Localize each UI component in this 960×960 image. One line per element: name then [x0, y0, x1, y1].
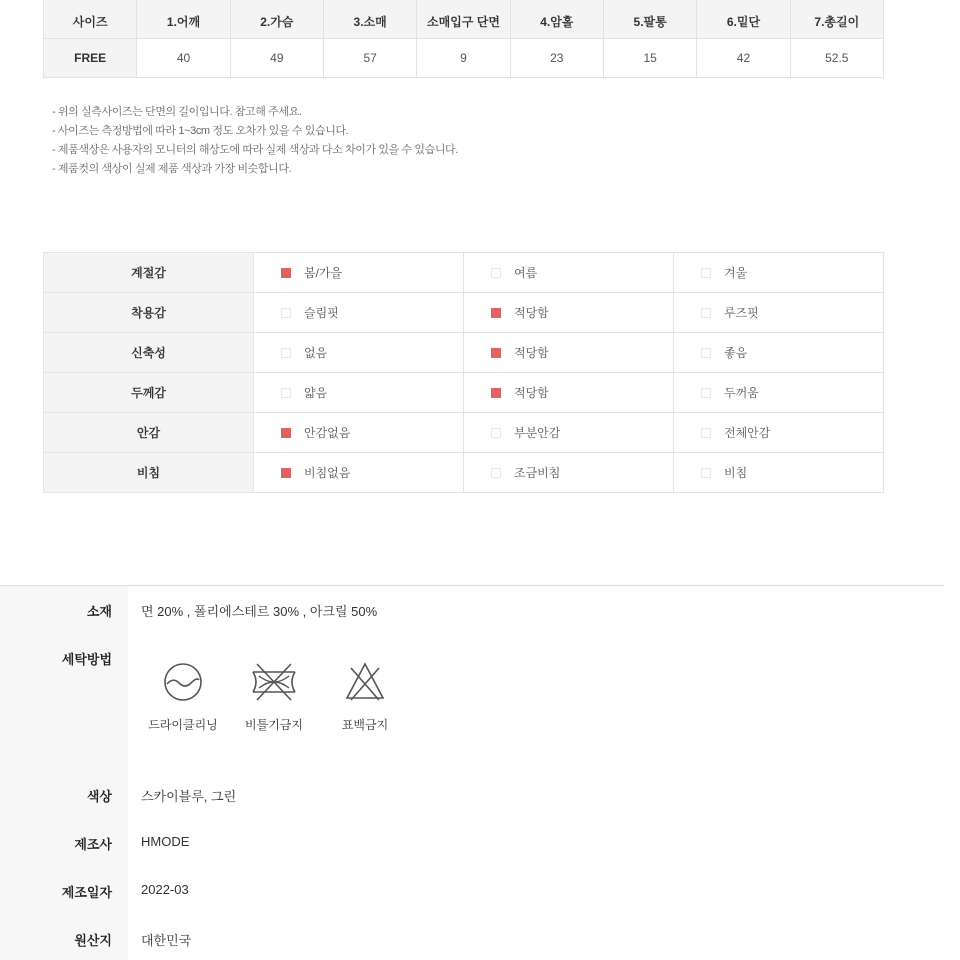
unchecked-box-icon: [701, 388, 711, 398]
date-label: 제조일자: [61, 885, 112, 900]
color-label: 색상: [86, 789, 112, 804]
fit-option-label: 적당함: [514, 306, 549, 320]
fit-option: [674, 253, 884, 293]
unchecked-box-icon: [701, 348, 711, 358]
fit-row: [44, 453, 884, 493]
size-value-cell: 15: [603, 39, 696, 78]
size-header-cell: 1.어깨: [137, 0, 230, 39]
fit-option: [464, 413, 674, 453]
size-value-cell: 42: [697, 39, 790, 78]
size-header-cell: 5.팔통: [603, 0, 696, 39]
size-table: [43, 0, 884, 78]
fit-option-label: 좋음: [724, 346, 748, 360]
unchecked-box-icon: [281, 388, 291, 398]
fit-row: [44, 413, 884, 453]
checked-box-icon: [281, 468, 291, 478]
no-bleach-icon: [343, 660, 387, 704]
size-value-cell: 9: [417, 39, 510, 78]
fit-option-label: 두꺼움: [724, 386, 759, 400]
fit-table: [43, 252, 884, 493]
size-header-cell: 4.암홀: [510, 0, 603, 39]
wash-label: 세탁방법: [61, 652, 112, 667]
size-header-cell: 3.소매: [323, 0, 416, 39]
fit-option: [674, 453, 884, 493]
fit-option-label: 적당함: [514, 346, 549, 360]
color-value: 스카이블루, 그린: [141, 789, 237, 804]
origin-label: 원산지: [74, 933, 112, 948]
size-value-cell: FREE: [44, 39, 137, 78]
origin-value: 대한민국: [141, 933, 192, 948]
note-line: - 제품색상은 사용자의 모니터의 해상도에 따라 실제 색상과 다소 차이가 있을 수 있습니다.: [52, 144, 458, 156]
checked-box-icon: [491, 308, 501, 318]
wash-caption: 표백금지: [341, 718, 389, 732]
fit-row-label: 신축성: [44, 333, 254, 373]
checked-box-icon: [281, 428, 291, 438]
unchecked-box-icon: [701, 468, 711, 478]
fit-row: [44, 253, 884, 293]
unchecked-box-icon: [491, 468, 501, 478]
size-header-cell: 2.가슴: [230, 0, 323, 39]
unchecked-box-icon: [281, 348, 291, 358]
fit-option: [674, 333, 884, 373]
fit-row-label: 비침: [44, 453, 254, 493]
fit-option-label: 루즈핏: [724, 306, 759, 320]
fit-row: [44, 293, 884, 333]
fit-row-label: 안감: [44, 413, 254, 453]
size-value-cell: 52.5: [790, 39, 883, 78]
unchecked-box-icon: [701, 308, 711, 318]
size-header-cell: 사이즈: [44, 0, 137, 39]
unchecked-box-icon: [701, 268, 711, 278]
fit-row-label: 착용감: [44, 293, 254, 333]
fit-option-label: 없음: [304, 346, 328, 360]
fit-option: [254, 373, 464, 413]
size-header-cell: 7.총길이: [790, 0, 883, 39]
fit-option: [464, 453, 674, 493]
fit-option-label: 겨울: [724, 266, 748, 280]
dry-clean-icon: [161, 660, 205, 704]
size-header-cell: 6.밑단: [697, 0, 790, 39]
fit-option-label: 안감없음: [304, 426, 351, 440]
unchecked-box-icon: [491, 268, 501, 278]
fit-option: [254, 453, 464, 493]
size-header-row: [44, 0, 884, 39]
fit-option: [254, 333, 464, 373]
fit-option-label: 조금비침: [514, 466, 561, 480]
fit-option-label: 봄/가을: [304, 266, 343, 280]
size-header-cell: 소매입구 단면: [417, 0, 510, 39]
wash-item-no-bleach: [325, 660, 405, 733]
fit-option-label: 비침: [724, 466, 748, 480]
size-value-cell: 23: [510, 39, 603, 78]
section-divider: [0, 585, 944, 586]
fit-option: [674, 373, 884, 413]
wash-caption: 드라이클리닝: [148, 718, 218, 732]
wash-item-dry-clean: [143, 660, 223, 733]
size-value-cell: 57: [323, 39, 416, 78]
unchecked-box-icon: [281, 308, 291, 318]
size-notes: [52, 103, 458, 179]
material-value: 면 20% , 폴리에스테르 30% , 아크릴 50%: [141, 604, 378, 619]
unchecked-box-icon: [701, 428, 711, 438]
fit-option: [674, 413, 884, 453]
fit-option-label: 여름: [514, 266, 538, 280]
fit-option-label: 비침없음: [304, 466, 351, 480]
fit-row: [44, 373, 884, 413]
checked-box-icon: [491, 348, 501, 358]
maker-value: HMODE: [141, 834, 190, 849]
checked-box-icon: [281, 268, 291, 278]
fit-option: [464, 253, 674, 293]
note-line: - 위의 실측사이즈는 단면의 길이입니다. 참고해 주세요.: [52, 106, 302, 118]
checked-box-icon: [491, 388, 501, 398]
size-value-cell: 40: [137, 39, 230, 78]
fit-option-label: 얇음: [304, 386, 328, 400]
fit-row-label: 계절감: [44, 253, 254, 293]
material-label: 소재: [86, 604, 112, 619]
size-value-cell: 49: [230, 39, 323, 78]
fit-option: [254, 253, 464, 293]
size-value-row: [44, 39, 884, 78]
date-value: 2022-03: [141, 882, 189, 897]
fit-option: [464, 293, 674, 333]
maker-label: 제조사: [74, 837, 112, 852]
fit-option-label: 슬림핏: [304, 306, 339, 320]
fit-option: [674, 293, 884, 333]
fit-option: [254, 293, 464, 333]
fit-option: [464, 373, 674, 413]
fit-option-label: 적당함: [514, 386, 549, 400]
fit-row: [44, 333, 884, 373]
wash-caption: 비틀기금지: [245, 718, 303, 732]
fit-option: [254, 413, 464, 453]
fit-option-label: 전체안감: [724, 426, 771, 440]
fit-row-label: 두께감: [44, 373, 254, 413]
wash-item-no-wring: [234, 660, 314, 733]
unchecked-box-icon: [491, 428, 501, 438]
no-wring-icon: [249, 660, 299, 704]
note-line: - 사이즈는 측정방법에 따라 1~3cm 정도 오차가 있을 수 있습니다.: [52, 125, 349, 137]
fit-option-label: 부분안감: [514, 426, 561, 440]
note-line: - 제품컷의 색상이 실제 제품 색상과 가장 비슷합니다.: [52, 163, 292, 175]
fit-option: [464, 333, 674, 373]
info-label-column: [0, 586, 128, 960]
